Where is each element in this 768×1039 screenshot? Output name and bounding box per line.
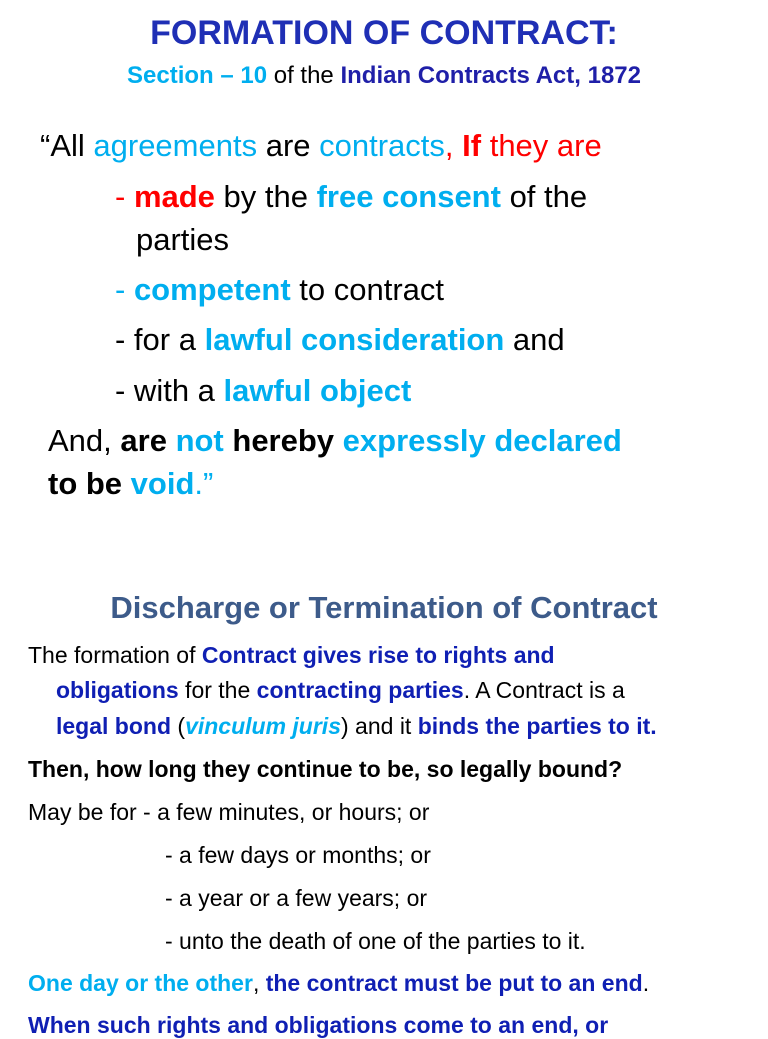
duration-option-3: - unto the death of one of the parties to it. bbox=[165, 928, 586, 954]
act-name: Indian Contracts Act, 1872 bbox=[340, 62, 641, 89]
text: . bbox=[642, 970, 650, 996]
discharge-conclusion bbox=[28, 970, 649, 997]
text: “All bbox=[40, 128, 94, 163]
text: hereby bbox=[223, 423, 343, 458]
keyword-free-consent: free consent bbox=[316, 179, 501, 214]
text: to be bbox=[48, 466, 131, 501]
text: of the bbox=[500, 179, 588, 214]
text: the contract must be put to an end bbox=[265, 970, 643, 996]
text: - with a bbox=[115, 373, 224, 408]
text: ) and it bbox=[341, 713, 418, 739]
text: . A Contract is a bbox=[463, 677, 625, 703]
text: binds the parties to it. bbox=[417, 713, 657, 739]
discharge-para-line-3 bbox=[56, 713, 657, 740]
text: are bbox=[257, 128, 320, 163]
keyword-competent: competent bbox=[133, 272, 291, 307]
subtitle-of-the: of the bbox=[267, 62, 341, 89]
latin-term: vinculum juris bbox=[185, 713, 341, 739]
formation-title: FORMATION OF CONTRACT: bbox=[150, 14, 618, 52]
keyword-expressly-declared: expressly declared bbox=[342, 423, 622, 458]
text: , bbox=[444, 128, 463, 163]
discharge-para-line-2 bbox=[56, 677, 625, 704]
discharge-question: Then, how long they continue to be, so legally bound? bbox=[28, 756, 623, 782]
text: contracting parties bbox=[256, 677, 464, 703]
bullet-dash: - bbox=[115, 179, 134, 214]
keyword-lawful-consideration: lawful consideration bbox=[204, 322, 505, 357]
discharge-para-line-1 bbox=[28, 642, 555, 669]
text: - for a bbox=[115, 322, 205, 357]
text: legal bond bbox=[56, 713, 171, 739]
keyword-not: not bbox=[175, 423, 224, 458]
text: The formation of bbox=[28, 642, 202, 668]
closing-line-2 bbox=[48, 466, 213, 502]
text: Contract gives rise to rights and bbox=[201, 642, 555, 668]
section-ref: Section – 10 bbox=[127, 62, 268, 89]
discharge-cut-off-line: When such rights and obligations come to an end, or bbox=[28, 1012, 609, 1038]
condition-item-2 bbox=[115, 272, 444, 308]
keyword-contracts: contracts bbox=[319, 128, 445, 163]
close-quote: .” bbox=[194, 466, 214, 501]
keyword-if: If bbox=[462, 128, 482, 163]
text: to contract bbox=[290, 272, 445, 307]
text: And, bbox=[48, 423, 121, 458]
keyword-agreements: agreements bbox=[93, 128, 258, 163]
discharge-title: Discharge or Termination of Contract bbox=[110, 590, 658, 625]
text: and bbox=[504, 322, 565, 357]
duration-intro: May be for - a few minutes, or hours; or bbox=[28, 799, 430, 825]
text: by the bbox=[214, 179, 317, 214]
keyword-lawful-object: lawful object bbox=[223, 373, 412, 408]
text: ( bbox=[171, 713, 186, 739]
condition-item-1-cont: parties bbox=[136, 222, 230, 257]
text: they are bbox=[481, 128, 602, 163]
duration-option-2: - a year or a few years; or bbox=[165, 885, 428, 911]
formation-subtitle bbox=[0, 62, 768, 90]
text: One day or the other bbox=[28, 970, 253, 996]
text: are bbox=[120, 423, 176, 458]
bullet-dash: - bbox=[115, 272, 134, 307]
definition-line-1 bbox=[40, 128, 602, 164]
text: , bbox=[252, 970, 266, 996]
text: for the bbox=[178, 677, 257, 703]
text: obligations bbox=[56, 677, 179, 703]
keyword-made: made bbox=[133, 179, 215, 214]
condition-item-3 bbox=[115, 322, 565, 358]
condition-item-4 bbox=[115, 373, 411, 409]
keyword-void: void bbox=[130, 466, 195, 501]
duration-option-1: - a few days or months; or bbox=[165, 842, 431, 868]
closing-line-1 bbox=[48, 423, 622, 459]
condition-item-1 bbox=[115, 179, 587, 215]
